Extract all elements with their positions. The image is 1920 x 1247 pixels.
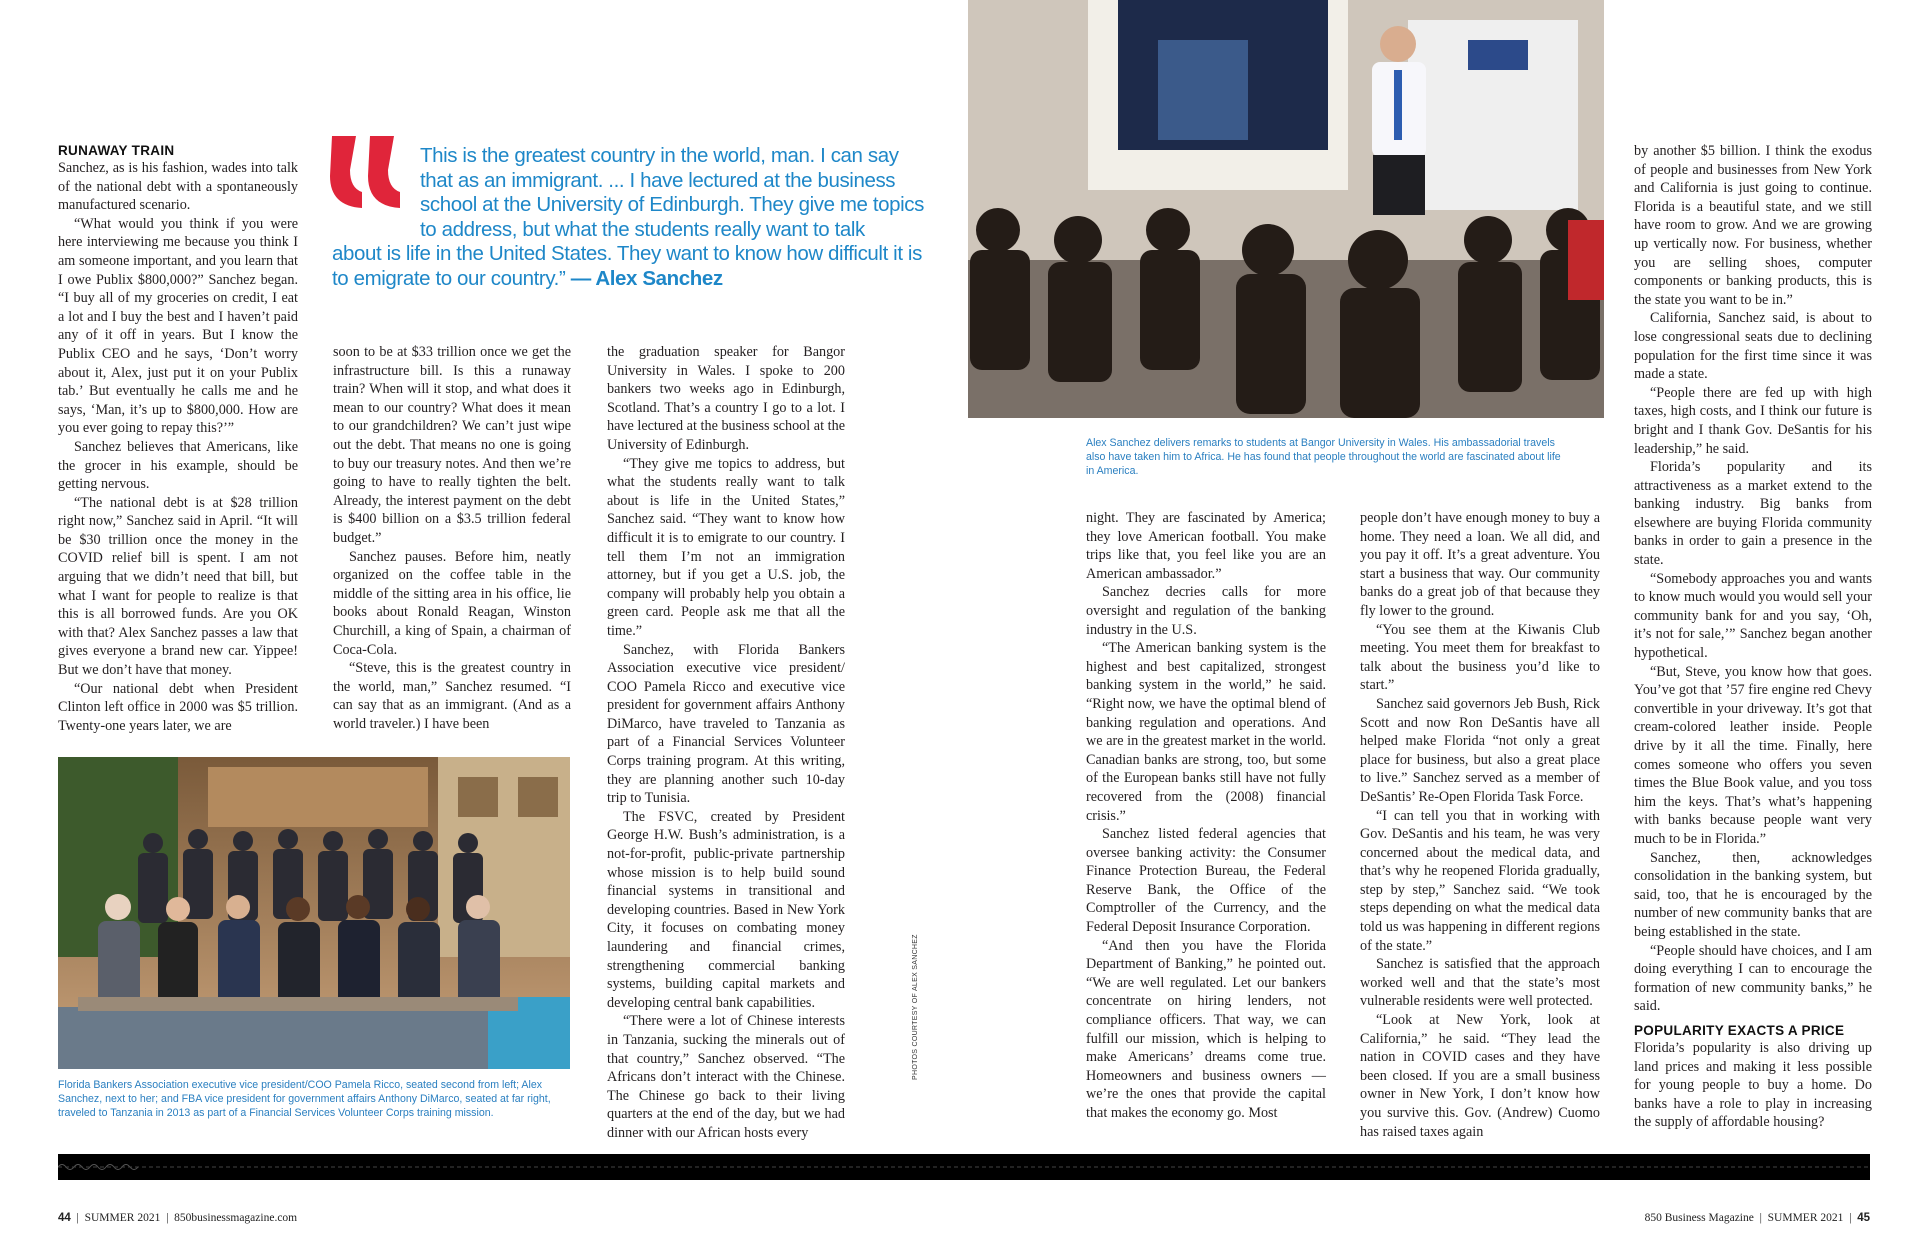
paragraph: “Steve, this is the greatest country in the world, man,” Sanchez resumed. “I can say that as an immigrant. (And as a world traveler.) I have been xyxy=(333,660,571,732)
paragraph: Florida’s popularity is also driving up land prices and making it less possible for young people to buy a home. Do banks have a role to play in increasing the supply of affordable housing? xyxy=(1634,1039,1872,1131)
paragraph: “I can tell you that in working with Gov. DeSantis and his team, he was very concerned about the medical data, and that’s why he reopened Florida gradually, step by step,” Sanchez said. “We took steps depending on what the medical data told us was happening in different regions of the state.” xyxy=(1360,807,1600,954)
pull-quote-line: that as an immigrant. ... I have lectured at the business xyxy=(420,168,896,192)
decorative-divider-bar xyxy=(58,1154,1870,1180)
paragraph: “You see them at the Kiwanis Club meeting. You meet them for breakfast to talk about the business you’d like to start.” xyxy=(1360,621,1600,694)
footer-season-left: SUMMER 2021 xyxy=(84,1212,161,1224)
paragraph: by another $5 billion. I think the exodus of people and businesses from New York and California is just going to continue. Florida is a beautiful state, and we still have room to grow. And we are growing up vertically now. For business, whether you are selling shoes, computer components or banking products, this is the state you want to be in.” xyxy=(1634,143,1872,308)
paragraph: “Look at New York, look at California,” he said. “They lead the nation in COVID cases and they have been closed. If you are a small business owner in New York, I don’t know how you survive this. Gov. (Andrew) Cuomo has raised taxes again xyxy=(1360,1012,1600,1140)
paragraph: “There were a lot of Chinese interests in Tanzania, sucking the minerals out of that country,” Sanchez observed. “The Africans don’t interact with the Chinese. The Chinese go back to their living quarters at the end of the day, but we had dinner with our African hosts every xyxy=(607,1013,845,1141)
pull-quote-line: to emigrate to our country.” xyxy=(332,266,566,290)
paragraph: “They give me topics to address, but what the students really want to talk about is life in the United States,” Sanchez said. “They want to know how difficult it is to emigrate to our country. I tell them I’m not an immigration attorney, but if you get a U.S. job, the company will probably help you obtain a green card. People ask me that all the time.” xyxy=(607,455,845,639)
paragraph: “The American banking system is the highest and best capitalized, strongest banking system in the world,” he said. “Right now, we have the optimal blend of banking regulation and operations. And we are in the greatest market in the world. Canadian banks are strong, too, but some of the European banks still have not fully recovered from the (2008) financial crisis.” xyxy=(1086,640,1326,824)
paragraph: California, Sanchez said, is about to lose congressional seats due to declining population for the first time since it was made a state. xyxy=(1634,310,1872,383)
paragraph: night. They are fascinated by America; they love American football. You make trips like that, you feel like you are an American ambassador.” xyxy=(1086,510,1326,582)
pull-quote-line: school at the University of Edinburgh. They give me topics xyxy=(420,193,924,217)
paragraph: Sanchez believes that Americans, like the grocer in his example, should be getting nervous. xyxy=(58,438,298,493)
group-photo-caption: Florida Bankers Association executive vice president/COO Pamela Ricco, seated second from left; Alex Sanchez, next to her; and FBA vice president for government affairs Anthony DiMarco, seated at far right, traveled to Tanzania in 2013 as part of a Financial Services Volunteer Corps training mission. xyxy=(58,1079,551,1120)
footer-right: 850 Business Magazine | SUMMER 2021 | 45 xyxy=(1644,1212,1870,1224)
paragraph: the graduation speaker for Bangor University in Wales. I spoke to 200 bankers two weeks ago in Edinburgh, Scotland. That’s a country I go to a lot. I have lectured at the business school at the University of Edinburgh. xyxy=(607,344,845,453)
pull-quote-line: This is the greatest country in the world, man. I can say xyxy=(420,144,899,167)
paragraph: “Our national debt when President Clinton left office in 2000 was $5 trillion. Twenty-one years later, we are xyxy=(58,680,298,734)
paragraph: Sanchez decries calls for more oversight and regulation of the banking industry in the U.S. xyxy=(1086,584,1326,638)
footer-website[interactable]: 850businessmagazine.com xyxy=(174,1212,298,1224)
paragraph: Sanchez listed federal agencies that oversee banking activity: the Consumer Finance Protection Bureau, the Federal Reserve Bank, the Office of the Comptroller of the Currency, and the Federal Deposit Insurance Corporation. xyxy=(1086,826,1326,936)
page-number-right: 45 xyxy=(1857,1212,1870,1224)
article-column-6 xyxy=(1634,142,1872,1132)
paragraph: “What would you think if you were here interviewing me because you think I am someone important, and you learn that I owe Publix $800,000?” Sanchez began. “I buy all of my groceries on credit, I eat a lot and I buy the best and I haven’t paid any of it off in years. But I know the Publix CEO and he says, ‘Don’t worry about it, Alex, just put it on your Publix tab.’ But eventually he calls me and he says, ‘Man, it’s up to $800,000. How are you ever going to repay this?’” xyxy=(58,215,298,437)
paragraph: Sanchez pauses. Before him, neatly organized on the coffee table in the middle of the sitting area in his office, lie books about Ronald Reagan, Winston Churchill, a king of Spain, a chairman of Coca-Cola. xyxy=(333,548,571,658)
paragraph: “But, Steve, you know how that goes. You’ve got that ’57 fire engine red Chevy convertible in your driveway. It’s got that cream-colored leather inside. People drive by it all the time. Finally, here comes someone who offers you seven times the Blue Book value, and you toss him the keys. That’s what’s happening with banks because people want very much to be in Florida.” xyxy=(1634,663,1872,847)
paragraph: Sanchez, with Florida Bankers Association executive vice president/ COO Pamela Ricco and executive vice president for government affairs Anthony DiMarco, have traveled to Tanzania as part of a Financial Services Volunteer Corps training program. At this writing, they are planning another such 10-day trip to Tunisia. xyxy=(607,641,845,807)
pull-quote xyxy=(332,144,924,292)
article-column-5 xyxy=(1360,509,1600,1141)
paragraph: “And then you have the Florida Department of Banking,” he pointed out. “We are well regulated. Let our bankers concentrate on hiring lenders, not compliance officers. That way, we can fulfill our mission, which is helping to make Americans’ dreams come true. Homeowners and business owners — we’re the ones that provide the capital that makes the economy go. Most xyxy=(1086,937,1326,1121)
pull-quote-line: about is life in the United States. They want to know how difficult it is xyxy=(332,242,922,266)
paragraph: The FSVC, created by President George H.W. Bush’s administration, is a not-for-profit, public-private partnership whose mission is to help build sound financial systems in transitional and developing countries. Based in New York City, it focuses on combating money laundering and financial crimes, strengthening commercial banking systems, building capital markets and developing central bank capabilities. xyxy=(607,808,845,1011)
lecture-photo-illustration xyxy=(968,0,1604,418)
article-column-1 xyxy=(58,142,298,735)
page-number-left: 44 xyxy=(58,1212,71,1224)
lecture-photo-caption: Alex Sanchez delivers remarks to students at Bangor University in Wales. His ambassadorial travels also have taken him to Africa. He has found that people throughout the world are fascinated about life in America. xyxy=(1086,437,1561,478)
footer-season-right: SUMMER 2021 xyxy=(1767,1212,1844,1224)
photo-credit xyxy=(912,934,926,1080)
group-photo-illustration xyxy=(58,757,570,1069)
paragraph: Sanchez, then, acknowledges consolidation in the banking system, but said, too, that he is encouraged by the number of new community banks that are being established in the state. xyxy=(1634,849,1872,940)
paragraph: soon to be at $33 trillion once we get the infrastructure bill. Is this a runaway train? When will it stop, and what does it mean to our country? What does it mean to our grandchildren? We can’t just wipe out the debt. That means no one is going to buy our treasury notes. And then we’re going to have to really tighten the belt. Already, the interest payment on the debt is $400 billion on a $3.5 trillion federal budget.” xyxy=(333,344,571,546)
article-column-2 xyxy=(333,343,571,733)
lecture-photo xyxy=(968,0,1604,418)
pull-quote-line: to address, but what the students really want to talk xyxy=(420,217,865,241)
article-column-4 xyxy=(1086,509,1326,1123)
pull-quote-attribution: — Alex Sanchez xyxy=(570,266,723,290)
article-column-3 xyxy=(607,343,845,1143)
photo-credit-text: PHOTOS COURTESY OF ALEX SANCHEZ xyxy=(912,934,919,1080)
footer-left: 44 | SUMMER 2021 | 850businessmagazine.com xyxy=(58,1212,298,1224)
section-heading-runaway-train: RUNAWAY TRAIN xyxy=(58,143,175,158)
section-heading-popularity: POPULARITY EXACTS A PRICE xyxy=(1634,1022,1845,1038)
paragraph: “People should have choices, and I am doing everything I can to encourage the formation of new community banks,” he said. xyxy=(1634,942,1872,1015)
paragraph: people don’t have enough money to buy a home. They need a loan. We all did, and you pay it off. It’s a great adventure. You start a business that way. Our community banks do a great job of that because they fly lower to the ground. xyxy=(1360,510,1600,619)
paragraph: Sanchez said governors Jeb Bush, Rick Scott and now Ron DeSantis have all helped make Florida “not only a great place for business, but also a great place to live.” Sanchez served as a member of DeSantis’ Re-Open Florida Task Force. xyxy=(1360,695,1600,805)
paragraph: Sanchez, as is his fashion, wades into talk of the national debt with a spontaneously manufactured scenario. xyxy=(58,160,298,214)
footer-magazine-name: 850 Business Magazine xyxy=(1644,1212,1754,1224)
paragraph: Florida’s popularity and its attractiveness as a market extend to the banking industry. Big banks from elsewhere are buying Florida community banks in order to gain a presence in the state. xyxy=(1634,459,1872,569)
wave-pattern-icon xyxy=(58,1154,1870,1180)
group-photo xyxy=(58,757,570,1069)
paragraph: “The national debt is at $28 trillion right now,” Sanchez said in April. “It will be $30 trillion once the money in the COVID relief bill is spent. I am not arguing that we didn’t need that bill, but what I want for people to realize is that this is all borrowed funds. Are you OK with that? Alex Sanchez passes a law that gives everyone a brand new car. Yippee! But we don’t have that money. xyxy=(58,494,298,679)
paragraph: “Somebody approaches you and wants to know much would you would sell your community bank for and you say, ‘Oh, it’s not for sale,’” Sanchez began another hypothetical. xyxy=(1634,570,1872,662)
paragraph: Sanchez is satisfied that the approach worked well and that the state’s most vulnerable residents were well protected. xyxy=(1360,956,1600,1010)
paragraph: “People there are fed up with high taxes, high costs, and I think our future is bright and I thank Gov. DeSantis for his leadership,” he said. xyxy=(1634,384,1872,457)
